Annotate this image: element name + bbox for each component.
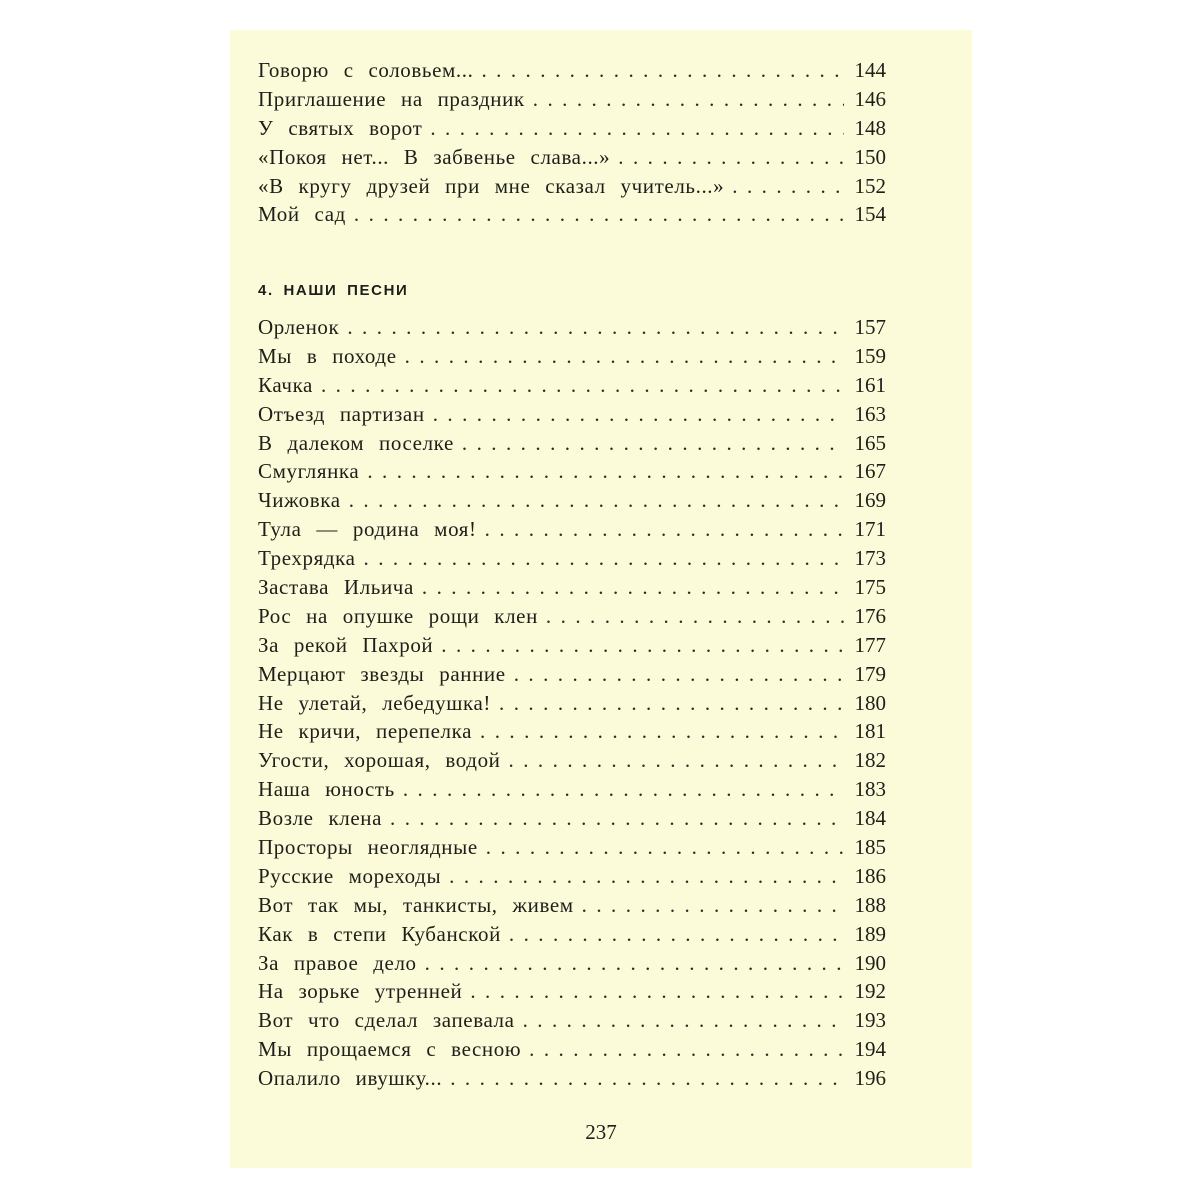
toc-entry-title: Мы в походе <box>258 343 397 368</box>
toc-entry-title: Наша юность <box>258 777 395 802</box>
toc-entry <box>258 546 886 575</box>
dot-leader <box>425 951 844 976</box>
dot-leader <box>354 202 844 227</box>
toc-entry <box>258 174 886 203</box>
dot-leader <box>509 922 844 947</box>
dot-leader <box>546 604 844 629</box>
toc-entry-page: 189 <box>854 921 886 946</box>
dot-leader <box>470 979 844 1004</box>
toc-entry-page: 179 <box>854 661 886 686</box>
toc-entry-title: «В кругу друзей при мне сказал учитель...» <box>258 173 725 198</box>
toc-entry-title: Просторы неоглядные <box>258 835 478 860</box>
toc-list-songs <box>258 315 886 1095</box>
toc-entry-page: 181 <box>854 719 886 744</box>
toc-entry-title: За правое дело <box>258 950 417 975</box>
toc-entry-page: 148 <box>854 115 886 140</box>
dot-leader <box>485 517 844 542</box>
toc-entry-title: У святых ворот <box>258 115 423 140</box>
toc-entry-page: 157 <box>854 315 886 339</box>
toc-entry-page: 182 <box>854 748 886 773</box>
dot-leader <box>449 864 844 889</box>
toc-entry-page: 159 <box>854 343 886 368</box>
dot-leader <box>422 575 844 600</box>
toc-entry-page: 161 <box>854 372 886 397</box>
dot-leader <box>349 488 844 513</box>
toc-entry-title: Мы прощаемся с весною <box>258 1037 522 1062</box>
page-number: 237 <box>585 1120 617 1144</box>
toc-entry <box>258 459 886 488</box>
toc-entry <box>258 777 886 806</box>
toc-entry <box>258 431 886 460</box>
section-heading: 4. НАШИ ПЕСНИ <box>258 282 409 299</box>
toc-entry <box>258 835 886 864</box>
toc-entry-title: В далеком поселке <box>258 430 454 455</box>
toc-entry-title: Возле клена <box>258 806 383 831</box>
toc-entry-page: 154 <box>854 202 886 227</box>
toc-entry <box>258 893 886 922</box>
toc-entry-page: 163 <box>854 401 886 426</box>
dot-leader <box>732 174 844 199</box>
toc-entry-page: 188 <box>854 892 886 917</box>
toc-entry-title: Смуглянка <box>258 459 360 484</box>
toc-entry <box>258 145 886 174</box>
toc-entry-title: Отъезд партизан <box>258 401 425 426</box>
toc-entry <box>258 315 886 344</box>
toc-entry-page: 185 <box>854 835 886 860</box>
dot-leader <box>486 835 844 860</box>
dot-leader <box>367 459 844 484</box>
dot-leader <box>529 1037 844 1062</box>
toc-entry <box>258 633 886 662</box>
toc-entry-title: Рос на опушке рощи клен <box>258 603 538 628</box>
toc-entry-title: На зорьке утренней <box>258 979 463 1004</box>
toc-entry <box>258 116 886 145</box>
toc-entry-title: Орленок <box>258 315 340 339</box>
toc-entry-title: Не улетай, лебедушка! <box>258 690 492 715</box>
toc-entry <box>258 662 886 691</box>
toc-entry-title: Мой сад <box>258 202 346 227</box>
dot-leader <box>509 748 844 773</box>
dot-leader <box>618 145 844 170</box>
toc-entry <box>258 691 886 720</box>
toc-entry <box>258 604 886 633</box>
toc-entry-title: Говорю с соловьем... <box>258 58 474 82</box>
toc-entry-page: 169 <box>854 488 886 513</box>
toc-entry-title: Трехрядка <box>258 546 356 571</box>
dot-leader <box>481 58 844 83</box>
toc-entry <box>258 719 886 748</box>
toc-entry-page: 186 <box>854 863 886 888</box>
dot-leader <box>390 806 844 831</box>
book-page <box>230 30 972 1168</box>
toc-entry-page: 196 <box>854 1066 886 1091</box>
toc-entry <box>258 87 886 116</box>
toc-entry-page: 192 <box>854 979 886 1004</box>
toc-entry <box>258 488 886 517</box>
toc-entry-page: 180 <box>854 690 886 715</box>
dot-leader <box>450 1066 844 1091</box>
toc-entry-title: Тула — родина моя! <box>258 517 477 542</box>
toc-entry-title: Приглашение на праздник <box>258 86 525 111</box>
toc-entry-page: 150 <box>854 144 886 169</box>
dot-leader <box>430 116 844 141</box>
toc-entry-page: 171 <box>854 517 886 542</box>
toc-entry-page: 144 <box>854 58 886 82</box>
toc-entry-title: Вот так мы, танкисты, живем <box>258 892 574 917</box>
dot-leader <box>514 662 844 687</box>
dot-leader <box>403 777 844 802</box>
toc-entry-page: 194 <box>854 1037 886 1062</box>
dot-leader <box>523 1008 844 1033</box>
toc-entry <box>258 1008 886 1037</box>
toc-entry-title: Качка <box>258 372 313 397</box>
dot-leader <box>462 431 844 456</box>
toc-entry-title: «Покоя нет... В забвенье слава...» <box>258 144 611 169</box>
toc-entry-page: 184 <box>854 806 886 831</box>
toc-entry-title: Угости, хорошая, водой <box>258 748 501 773</box>
toc-entry-page: 176 <box>854 603 886 628</box>
dot-leader <box>533 87 844 112</box>
dot-leader <box>441 633 844 658</box>
dot-leader <box>582 893 844 918</box>
dot-leader <box>405 344 844 369</box>
toc-entry <box>258 1037 886 1066</box>
dot-leader <box>433 402 844 427</box>
toc-entry-title: Не кричи, перепелка <box>258 719 473 744</box>
toc-list-first <box>258 58 886 231</box>
toc-entry-page: 165 <box>854 430 886 455</box>
toc-entry-page: 193 <box>854 1008 886 1033</box>
toc-entry <box>258 344 886 373</box>
toc-entry-title: Чижовка <box>258 488 341 513</box>
toc-entry-title: Русские мореходы <box>258 863 442 888</box>
toc-entry-title: Застава Ильича <box>258 575 414 600</box>
toc-entry <box>258 202 886 231</box>
toc-entry-page: 190 <box>854 950 886 975</box>
toc-entry-page: 152 <box>854 173 886 198</box>
dot-leader <box>321 373 844 398</box>
toc-entry <box>258 58 886 87</box>
toc-entry <box>258 864 886 893</box>
toc-entry <box>258 373 886 402</box>
toc-entry-title: Вот что сделал запевала <box>258 1008 515 1033</box>
toc-entry <box>258 1066 886 1095</box>
toc-entry <box>258 806 886 835</box>
toc-entry-title: Как в степи Кубанской <box>258 921 501 946</box>
dot-leader <box>364 546 844 571</box>
toc-entry-page: 167 <box>854 459 886 484</box>
dot-leader <box>347 315 844 340</box>
dot-leader <box>480 719 844 744</box>
toc-entry <box>258 402 886 431</box>
toc-entry <box>258 922 886 951</box>
toc-entry <box>258 517 886 546</box>
toc-entry-page: 175 <box>854 575 886 600</box>
toc-entry-title: За рекой Пахрой <box>258 632 434 657</box>
dot-leader <box>499 691 844 716</box>
toc-entry-page: 173 <box>854 546 886 571</box>
toc-entry-page: 177 <box>854 632 886 657</box>
toc-entry-title: Мерцают звезды ранние <box>258 661 506 686</box>
toc-entry <box>258 748 886 777</box>
toc-entry <box>258 575 886 604</box>
toc-entry <box>258 979 886 1008</box>
toc-entry <box>258 951 886 980</box>
toc-entry-page: 183 <box>854 777 886 802</box>
toc-entry-page: 146 <box>854 86 886 111</box>
toc-entry-title: Опалило ивушку... <box>258 1066 443 1091</box>
